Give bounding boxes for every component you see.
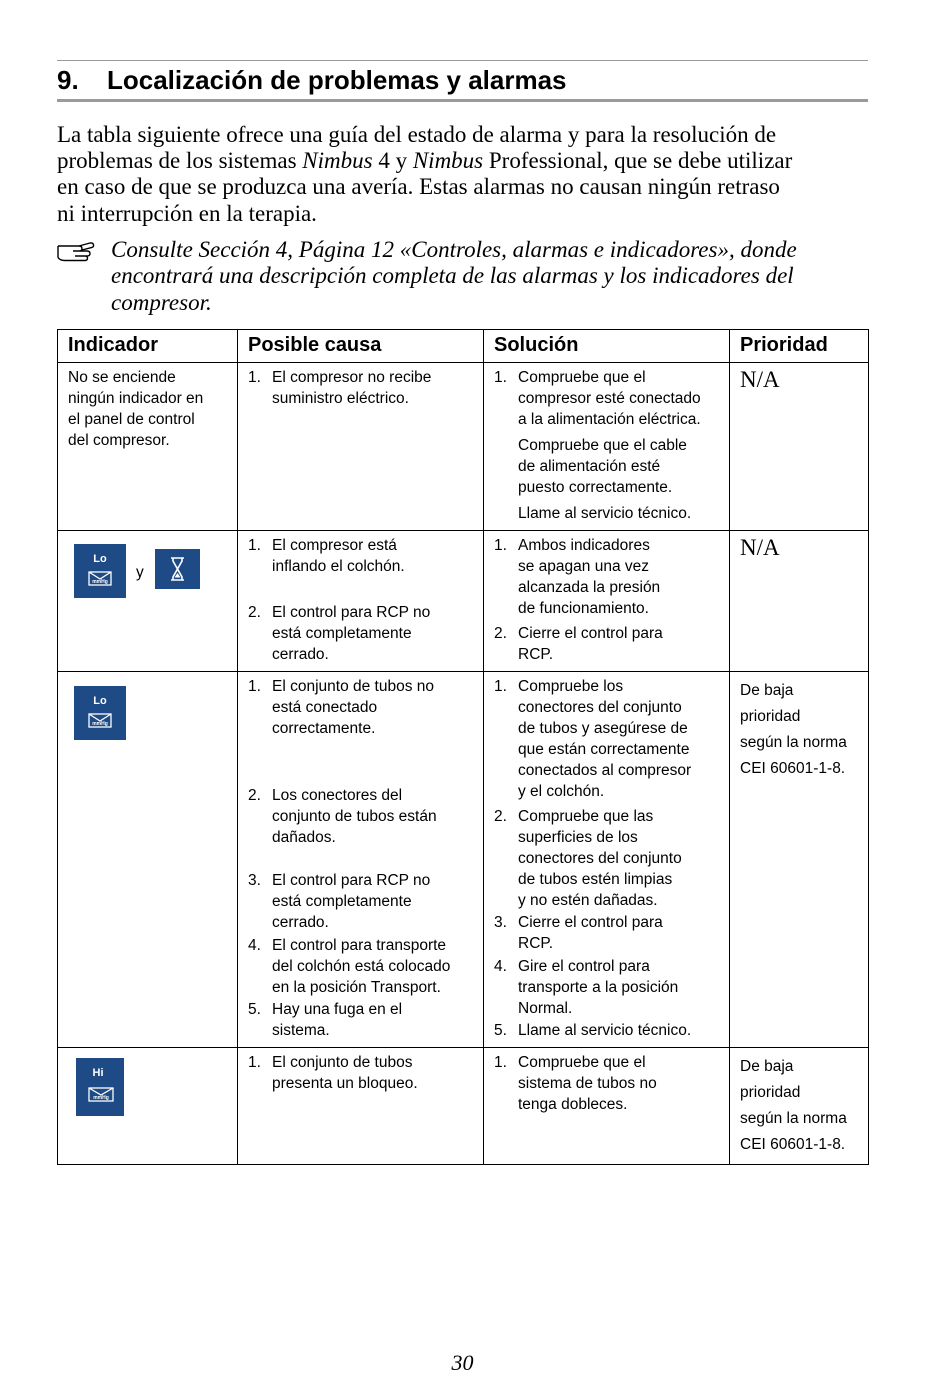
indicator-cell: No se enciende ningún indicador en el panel de control del compresor. [58,363,238,531]
table-row [58,531,869,672]
priority-cell [730,363,869,531]
svg-text:Lo: Lo [93,553,107,565]
low-pressure-icon [74,686,126,740]
low-pressure-icon [74,544,126,598]
cause-cell [238,363,484,531]
priority-value: N/A [740,367,780,392]
table-row [58,1048,869,1165]
connector-text: y [136,564,144,581]
solution-cell [484,672,730,1048]
hourglass-icon [155,549,200,589]
list-item: 1. El conjunto de tubos no está conectado correctamente. [248,678,435,737]
priority-value: De baja prioridad según la norma CEI 60601-1-8. [740,682,847,777]
svg-text:Hi: Hi [92,1067,104,1079]
intro-line: en caso de que se produzca una avería. Estas alarmas no causan ningún retraso [57,174,780,200]
list-item: 2. Los conectores del conjunto de tubos están dañados. [248,787,437,846]
cause-cell [238,531,484,672]
list-item: 1. El conjunto de tubos presenta un bloqueo. [248,1054,418,1092]
list-item: 1. Compruebe que el compresor esté conectado a la alimentación eléctrica. [494,369,701,428]
list-item: 1. El compresor está inflando el colchón. [248,537,405,575]
column-header-cause: Posible causa [238,330,484,363]
top-rule [57,60,868,61]
indicator-cell [58,672,238,1048]
table-row [58,363,869,531]
column-header-indicator: Indicador [58,330,238,363]
priority-cell [730,1048,869,1165]
priority-cell [730,672,869,1048]
priority-cell [730,531,869,672]
list-item: 3. Cierre el control para RCP. [494,914,663,952]
troubleshooting-table [57,329,869,1165]
list-item: 4. Gire el control para transporte a la posición Normal. [494,958,679,1017]
svg-text:Lo: Lo [93,695,107,707]
list-item: 5. Llame al servicio técnico. [494,1022,692,1039]
list-item: 1. Compruebe que el sistema de tubos no tenga dobleces. [494,1054,657,1113]
list-item: 3. El control para RCP no está completamente cerrado. [248,872,431,931]
section-title: Localización de problemas y alarmas [107,65,567,95]
reference-note [57,236,868,316]
cause-cell [238,672,484,1048]
list-item: 2. Compruebe que las superficies de los conectores del conjunto de tubos estén limpias y no estén dañadas. [494,808,682,909]
intro-line: problemas de los sistemas Nimbus 4 y Nimbus Professional, que se debe utilizar [57,148,793,174]
list-item: 1. Ambos indicadores se apagan una vez alcanzada la presión de funcionamiento. [494,537,661,617]
svg-text:mmHg: mmHg [92,721,108,727]
list-item: 1. Compruebe los conectores del conjunto de tubos y asegúrese de que están correctamente conectados al compresor y el colchón. [494,678,692,800]
svg-text:mmHg: mmHg [93,1095,109,1101]
svg-text:mmHg: mmHg [92,579,108,585]
table-row [58,672,869,1048]
note-line: compresor. [111,289,212,315]
pointing-hand-icon [57,240,95,262]
solution-cell [484,531,730,672]
section-number: 9. [57,65,79,95]
solution-extra: Llame al servicio técnico. [518,505,692,522]
section-heading [57,62,868,98]
list-item: 5. Hay una fuga en el sistema. [248,1001,403,1039]
solution-cell [484,363,730,531]
heading-rule [57,99,868,102]
note-line: encontrará una descripción completa de las alarmas y los indicadores del [111,263,794,289]
list-item: 2. Cierre el control para RCP. [494,625,663,663]
priority-value: N/A [740,535,780,560]
column-header-priority: Prioridad [730,330,869,363]
intro-paragraph [57,122,857,227]
table-header-row [58,330,869,363]
list-item: 2. El control para RCP no está completamente cerrado. [248,604,431,663]
high-pressure-icon [76,1058,124,1116]
indicator-cell [58,531,238,672]
list-item: 1. El compresor no recibe suministro eléctrico. [248,369,432,407]
solution-extra: Compruebe que el cable de alimentación esté puesto correctamente. [518,437,687,496]
solution-cell [484,1048,730,1165]
note-line: Consulte Sección 4, Página 12 «Controles, alarmas e indicadores», donde [111,237,797,262]
priority-value: De baja prioridad según la norma CEI 60601-1-8. [740,1058,847,1153]
intro-line: La tabla siguiente ofrece una guía del estado de alarma y para la resolución de [57,122,777,147]
indicator-cell [58,1048,238,1165]
column-header-solution: Solución [484,330,730,363]
list-item: 4. El control para transporte del colchón está colocado en la posición Transport. [248,937,451,996]
cause-cell [238,1048,484,1165]
intro-line: ni interrupción en la terapia. [57,200,317,226]
page-number: 30 [451,1350,474,1375]
